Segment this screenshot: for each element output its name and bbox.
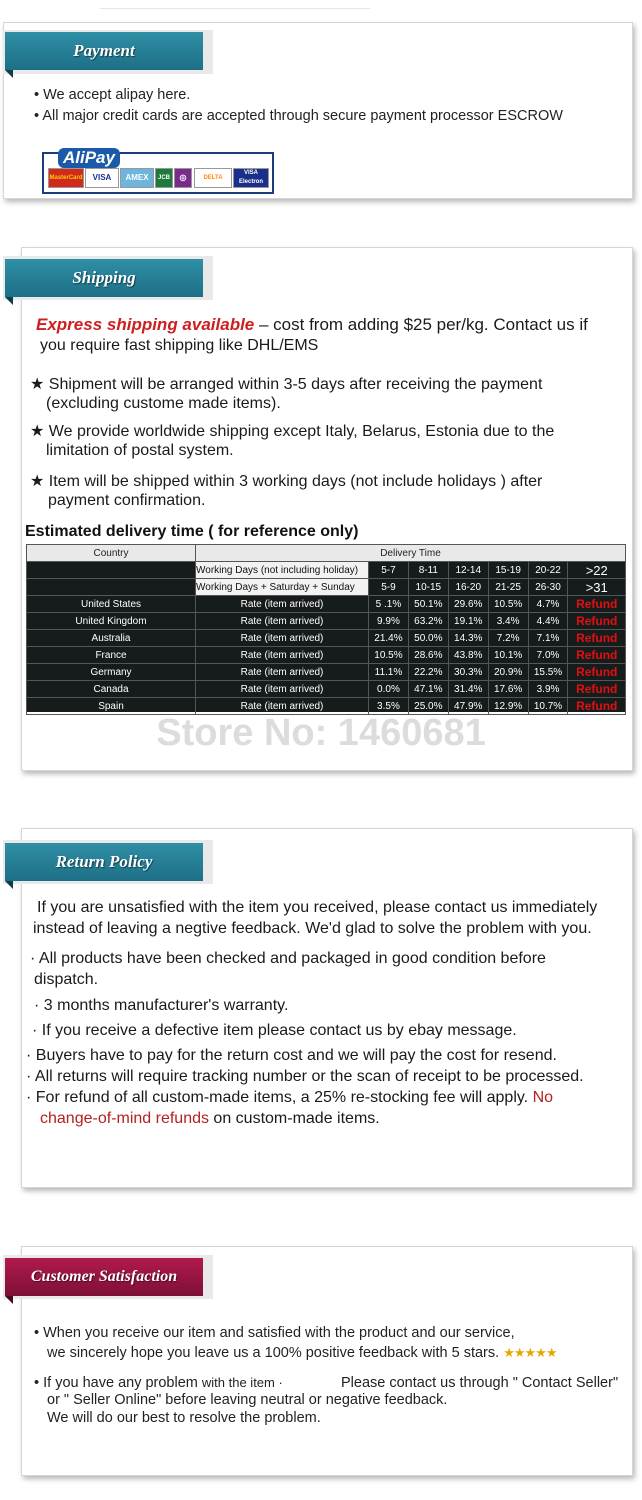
rate-cell: 43.8% xyxy=(448,647,488,664)
range-cell: 8-11 xyxy=(408,562,448,579)
amex-logo: AMEX xyxy=(120,168,154,188)
satisfaction-title: Customer Satisfaction xyxy=(5,1258,203,1296)
country-cell: United States xyxy=(27,596,196,613)
rate-cell: 19.1% xyxy=(448,613,488,630)
refund-cell: Refund xyxy=(568,664,626,681)
payment-line-2: • All major credit cards are accepted through secure payment processor ESCROW xyxy=(34,108,563,124)
country-cell: Canada xyxy=(27,681,196,698)
mastercard-logo: MasterCard xyxy=(48,168,84,188)
satisfaction-line-3b: Please contact us through " Contact Seller" xyxy=(341,1375,619,1391)
return-bullet-1: · All products have been checked and packaged in good condition before xyxy=(30,950,546,967)
rate-cell: 10.5% xyxy=(369,647,409,664)
table-row xyxy=(27,613,626,630)
rate-cell: 7.1% xyxy=(528,630,568,647)
delivery-table-title: Estimated delivery time ( for reference only) xyxy=(25,523,359,540)
rate-cell: 31.4% xyxy=(448,681,488,698)
rate-label-cell: Rate (item arrived) xyxy=(196,596,369,613)
country-header: Country xyxy=(27,545,196,562)
return-bullet-3: · If you receive a defective item please contact us by ebay message. xyxy=(32,1022,517,1039)
shipping-item-3-cont: payment confirmation. xyxy=(48,492,206,509)
range-cell: 5-7 xyxy=(369,562,409,579)
working-days-label: Working Days (not including holiday) xyxy=(196,562,369,579)
return-bullet-2: · 3 months manufacturer's warranty. xyxy=(34,997,289,1014)
rate-cell: 47.1% xyxy=(408,681,448,698)
range-cell: >22 xyxy=(568,562,626,579)
refund-cell: Refund xyxy=(568,613,626,630)
payment-line-1: • We accept alipay here. xyxy=(34,87,191,103)
country-cell: Australia xyxy=(27,630,196,647)
range-cell: 5-9 xyxy=(369,579,409,596)
shipping-item-1: ★ Shipment will be arranged within 3-5 days after receiving the payment xyxy=(30,376,543,393)
rate-cell: 4.7% xyxy=(528,596,568,613)
express-shipping-line-2: you require fast shipping like DHL/EMS xyxy=(40,337,319,354)
rate-label-cell: Rate (item arrived) xyxy=(196,698,369,715)
country-cell: France xyxy=(27,647,196,664)
rate-cell: 9.9% xyxy=(369,613,409,630)
rate-cell: 3.5% xyxy=(369,698,409,715)
payment-logos xyxy=(42,148,274,194)
maestro-logo: ◎ xyxy=(174,168,192,188)
store-watermark: Store No: 1460681 xyxy=(156,712,486,754)
express-shipping-line: Express shipping available – cost from adding $25 per/kg. Contact us if xyxy=(36,315,588,334)
refund-cell: Refund xyxy=(568,681,626,698)
rate-label-cell: Rate (item arrived) xyxy=(196,681,369,698)
rate-cell: 21.4% xyxy=(369,630,409,647)
return-intro-2: instead of leaving a negtive feedback. We'd glad to solve the problem with you. xyxy=(33,920,592,937)
rate-cell: 63.2% xyxy=(408,613,448,630)
return-intro-1: If you are unsatisfied with the item you received, please contact us immediately xyxy=(37,899,598,916)
satisfaction-line-4: or " Seller Online" before leaving neutral or negative feedback. xyxy=(47,1392,448,1408)
rate-cell: 10.5% xyxy=(488,596,528,613)
visa-logo: VISA xyxy=(85,168,119,188)
rate-cell: 14.3% xyxy=(448,630,488,647)
return-bullet-6-cont: change-of-mind refunds on custom-made items. xyxy=(40,1110,380,1127)
refund-cell: Refund xyxy=(568,698,626,715)
return-policy-title: Return Policy xyxy=(5,843,203,881)
shipping-item-2: ★ We provide worldwide shipping except Italy, Belarus, Estonia due to the xyxy=(30,423,555,440)
rate-cell: 20.9% xyxy=(488,664,528,681)
no-refund-note-cont: change-of-mind refunds xyxy=(40,1110,209,1127)
shipping-item-2-cont: limitation of postal system. xyxy=(46,442,234,459)
table-row xyxy=(27,647,626,664)
no-refund-note: No xyxy=(532,1089,554,1106)
country-cell: United Kingdom xyxy=(27,613,196,630)
return-bullet-5: · All returns will require tracking number or the scan of receipt to be processed. xyxy=(26,1068,584,1085)
range-cell: 16-20 xyxy=(448,579,488,596)
express-shipping-label: Express shipping available xyxy=(36,315,255,334)
table-row xyxy=(27,681,626,698)
rate-cell: 3.9% xyxy=(528,681,568,698)
rate-cell: 30.3% xyxy=(448,664,488,681)
rate-cell: 47.9% xyxy=(448,698,488,715)
rate-label-cell: Rate (item arrived) xyxy=(196,630,369,647)
shipping-item-3: ★ Item will be shipped within 3 working days (not include holidays ) after xyxy=(30,473,543,490)
shipping-item-1-cont: (excluding custome made items). xyxy=(46,395,281,412)
rate-label-cell: Rate (item arrived) xyxy=(196,613,369,630)
range-cell: 26-30 xyxy=(528,579,568,596)
rate-cell: 25.0% xyxy=(408,698,448,715)
rate-cell: 22.2% xyxy=(408,664,448,681)
range-cell: 12-14 xyxy=(448,562,488,579)
satisfaction-line-5: We will do our best to resolve the problem. xyxy=(47,1410,321,1426)
delivery-time-table xyxy=(26,544,626,712)
return-bullet-1-cont: dispatch. xyxy=(34,971,99,988)
rate-cell: 10.7% xyxy=(528,698,568,715)
payment-title: Payment xyxy=(5,32,203,70)
rate-cell: 4.4% xyxy=(528,613,568,630)
rate-cell: 50.0% xyxy=(408,630,448,647)
rate-cell: 7.0% xyxy=(528,647,568,664)
rate-cell: 7.2% xyxy=(488,630,528,647)
five-stars-icon: ★★★★★ xyxy=(503,1345,557,1360)
visa-electron-logo: VISA Electron xyxy=(233,168,269,188)
satisfaction-line-1: • When you receive our item and satisfied with the product and our service, xyxy=(34,1325,515,1341)
range-cell: 15-19 xyxy=(488,562,528,579)
delivery-time-header: Delivery Time xyxy=(196,545,626,562)
rate-cell: 28.6% xyxy=(408,647,448,664)
rate-cell: 15.5% xyxy=(528,664,568,681)
jcb-logo: JCB xyxy=(155,168,173,188)
satisfaction-line-2: we sincerely hope you leave us a 100% positive feedback with 5 stars. ★★★★★ xyxy=(47,1345,557,1361)
refund-cell: Refund xyxy=(568,647,626,664)
top-divider xyxy=(100,8,370,9)
rate-cell: 50.1% xyxy=(408,596,448,613)
alipay-logo: AliPay xyxy=(58,148,120,168)
rate-cell: 0.0% xyxy=(369,681,409,698)
rate-cell: 3.4% xyxy=(488,613,528,630)
rate-cell: 5 .1% xyxy=(369,596,409,613)
return-bullet-6: · For refund of all custom-made items, a 25% re-stocking fee will apply. No xyxy=(26,1089,554,1106)
rate-cell: 10.1% xyxy=(488,647,528,664)
country-cell: Germany xyxy=(27,664,196,681)
shipping-title: Shipping xyxy=(5,259,203,297)
satisfaction-line-3: • If you have any problem with the item · xyxy=(34,1375,283,1391)
table-row xyxy=(27,596,626,613)
country-cell: Spain xyxy=(27,698,196,715)
rate-cell: 11.1% xyxy=(369,664,409,681)
table-row xyxy=(27,630,626,647)
range-cell: 21-25 xyxy=(488,579,528,596)
rate-cell: 12.9% xyxy=(488,698,528,715)
refund-cell: Refund xyxy=(568,596,626,613)
delta-logo: DELTA xyxy=(194,168,232,188)
range-cell: 20-22 xyxy=(528,562,568,579)
rate-label-cell: Rate (item arrived) xyxy=(196,647,369,664)
range-cell: >31 xyxy=(568,579,626,596)
refund-cell: Refund xyxy=(568,630,626,647)
working-days-weekend-label: Working Days + Saturday + Sunday xyxy=(196,579,369,596)
rate-label-cell: Rate (item arrived) xyxy=(196,664,369,681)
range-cell: 10-15 xyxy=(408,579,448,596)
return-bullet-4: · Buyers have to pay for the return cost and we will pay the cost for resend. xyxy=(26,1047,557,1064)
rate-cell: 29.6% xyxy=(448,596,488,613)
table-row xyxy=(27,664,626,681)
rate-cell: 17.6% xyxy=(488,681,528,698)
